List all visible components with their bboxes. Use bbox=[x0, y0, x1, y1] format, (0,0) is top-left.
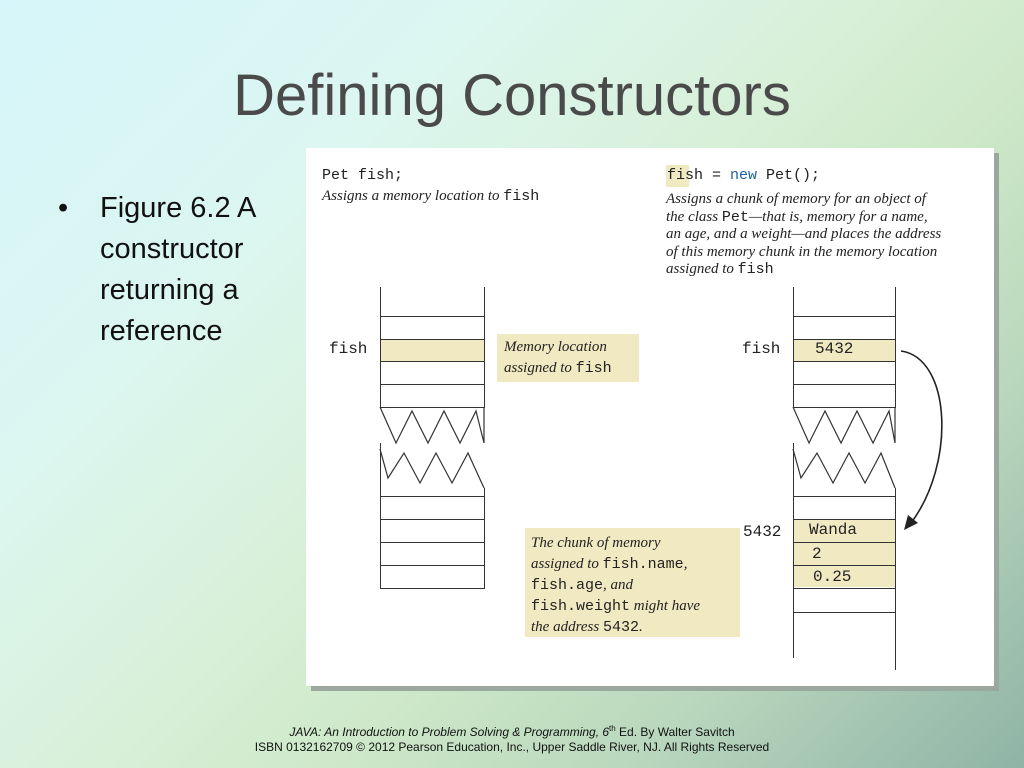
left-note-line-1: Memory location bbox=[504, 339, 607, 355]
footer-citation: JAVA: An Introduction to Problem Solving & Programming, 6th Ed. By Walter Savitch bbox=[289, 724, 735, 739]
left-note-box bbox=[497, 334, 639, 382]
right-caption bbox=[666, 191, 986, 279]
new-keyword: new bbox=[730, 167, 758, 184]
right-var-label: fish bbox=[742, 340, 781, 358]
right-caption-line-3: an age, and a weight—and places the address bbox=[666, 226, 942, 242]
right-code-line bbox=[667, 167, 820, 184]
object-value-name: Wanda bbox=[809, 521, 858, 539]
footer-book-title: JAVA: An Introduction to Problem Solving & Programming, 6 bbox=[289, 725, 610, 739]
bullet-text: Figure 6.2 A constructor returning a reference bbox=[100, 192, 255, 347]
bullet-item bbox=[58, 188, 298, 352]
left-var-label: fish bbox=[329, 340, 368, 358]
right-code-pre: fish = bbox=[667, 167, 731, 184]
right-caption-line-5: assigned to fish bbox=[666, 261, 774, 278]
bottom-note-line-1: The chunk of memory bbox=[531, 535, 661, 551]
footer-edition-author: Ed. By Walter Savitch bbox=[615, 725, 735, 739]
left-note-line-2: assigned to fish bbox=[504, 360, 612, 377]
bullet-dot: • bbox=[58, 192, 69, 224]
footer-copyright: ISBN 0132162709 © 2012 Pearson Education, Inc., Upper Saddle River, NJ. All Rights Reserved bbox=[254, 740, 770, 754]
bottom-note-line-3: fish.age, and bbox=[531, 577, 634, 594]
right-caption-line-2: the class Pet—that is, memory for a name, bbox=[666, 208, 928, 226]
right-code-post: Pet(); bbox=[757, 167, 821, 184]
left-caption-text: Assigns a memory location to bbox=[322, 188, 504, 204]
address-label: 5432 bbox=[743, 523, 782, 541]
right-caption-line-1: Assigns a chunk of memory for an object of bbox=[666, 191, 926, 207]
left-code-line: Pet fish; bbox=[322, 167, 404, 184]
left-fish-cell-highlight bbox=[380, 339, 484, 361]
bottom-note-line-5: the address 5432. bbox=[531, 619, 643, 636]
slide-title: Defining Constructors bbox=[233, 63, 791, 128]
bottom-note-line-4: fish.weight might have bbox=[531, 598, 701, 615]
object-value-weight: 0.25 bbox=[813, 568, 852, 586]
left-caption-code: fish bbox=[503, 188, 540, 205]
bullet-list bbox=[58, 188, 298, 352]
bottom-note-box bbox=[525, 528, 740, 637]
right-caption-line-4: of this memory chunk in the memory location bbox=[666, 243, 938, 260]
reference-arrow bbox=[896, 343, 966, 533]
right-memory-break bbox=[789, 403, 904, 498]
fish-reference-value: 5432 bbox=[815, 340, 854, 358]
bottom-note-line-2: assigned to fish.name, bbox=[531, 556, 688, 573]
memory-diagram-figure bbox=[306, 148, 994, 686]
left-caption bbox=[322, 188, 539, 206]
object-value-age: 2 bbox=[812, 545, 822, 563]
left-memory-break bbox=[376, 403, 491, 498]
